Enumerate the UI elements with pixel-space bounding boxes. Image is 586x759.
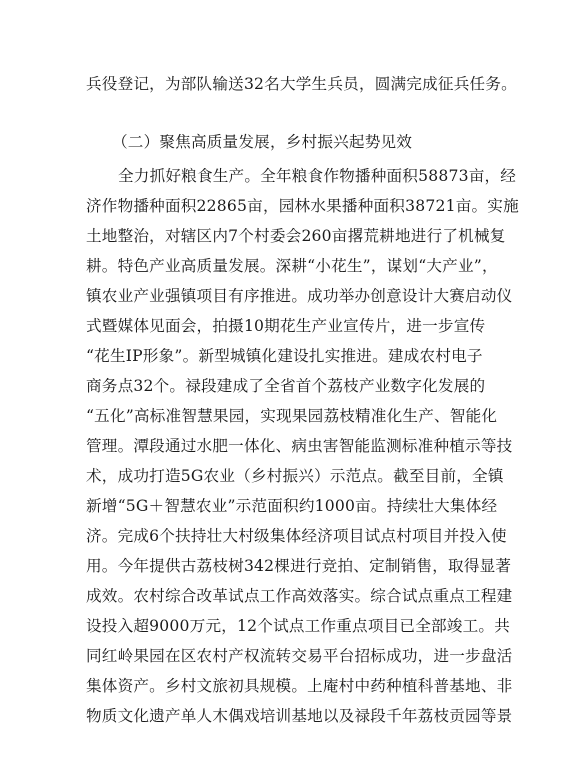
paragraph-line-6: 耕。特色产业高质量发展。深耕“小花生”，谋划“大产业”， — [86, 257, 498, 275]
paragraph-line-21: 物质文化遗产单人木偶戏培训基地以及禄段千年荔枝贡园等景 — [86, 707, 513, 725]
paragraph-line-18: 设投入超9000万元，12个试点工作重点项目已全部竣工。共 — [86, 617, 510, 635]
paragraph-line-8: 式暨媒体见面会，拍摄10期花生产业宣传片，进一步宣传 — [86, 317, 486, 335]
paragraph-line-16: 用。今年提供古荔枝树342棵进行竞拍、定制销售，取得显著 — [86, 557, 512, 575]
paragraph-line-13: 术，成功打造5G农业（乡村振兴）示范点。截至目前，全镇 — [86, 467, 504, 485]
paragraph-line-19: 同红岭果园在区农村产权流转交易平台招标成功，进一步盘活 — [86, 647, 513, 665]
paragraph-line-5: 土地整治，对辖区内7个村委会260亩撂荒耕地进行了机械复 — [86, 227, 506, 245]
paragraph-line-17: 成效。农村综合改革试点工作高效落实。综合试点重点工程建 — [86, 587, 513, 605]
paragraph-line-14: 新增“5G＋智慧农业”示范面积约1000亩。持续壮大集体经 — [86, 497, 498, 515]
paragraph-line-7: 镇农业产业强镇项目有序推进。成功举办创意设计大赛启动仪 — [86, 287, 513, 305]
paragraph-line-1: 兵役登记，为部队输送32名大学生兵员，圆满完成征兵任务。 — [86, 75, 517, 93]
paragraph-line-4: 济作物播种面积22865亩，园林水果播种面积38721亩。实施 — [86, 197, 519, 215]
paragraph-line-3: 全力抓好粮食生产。全年粮食作物播种面积58873亩，经 — [118, 167, 517, 185]
paragraph-line-11: “五化”高标准智慧果园，实现果园荔枝精准化生产、智能化 — [86, 407, 498, 425]
paragraph-line-20: 集体资产。乡村文旅初具规模。上庵村中药种植科普基地、非 — [86, 677, 513, 695]
paragraph-line-12: 管理。潭段通过水肥一体化、病虫害智能监测标准种植示等技 — [86, 437, 513, 455]
paragraph-line-15: 济。完成6个扶持壮大村级集体经济项目试点村项目并投入使 — [86, 527, 507, 545]
paragraph-line-9: “花生IP形象”。新型城镇化建设扎实推进。建成农村电子 — [86, 347, 483, 365]
paragraph-line-10: 商务点32个。禄段建成了全省首个荔枝产业数字化发展的 — [86, 377, 486, 395]
section-heading: （二）聚焦高质量发展，乡村振兴起势见效 — [112, 133, 413, 151]
